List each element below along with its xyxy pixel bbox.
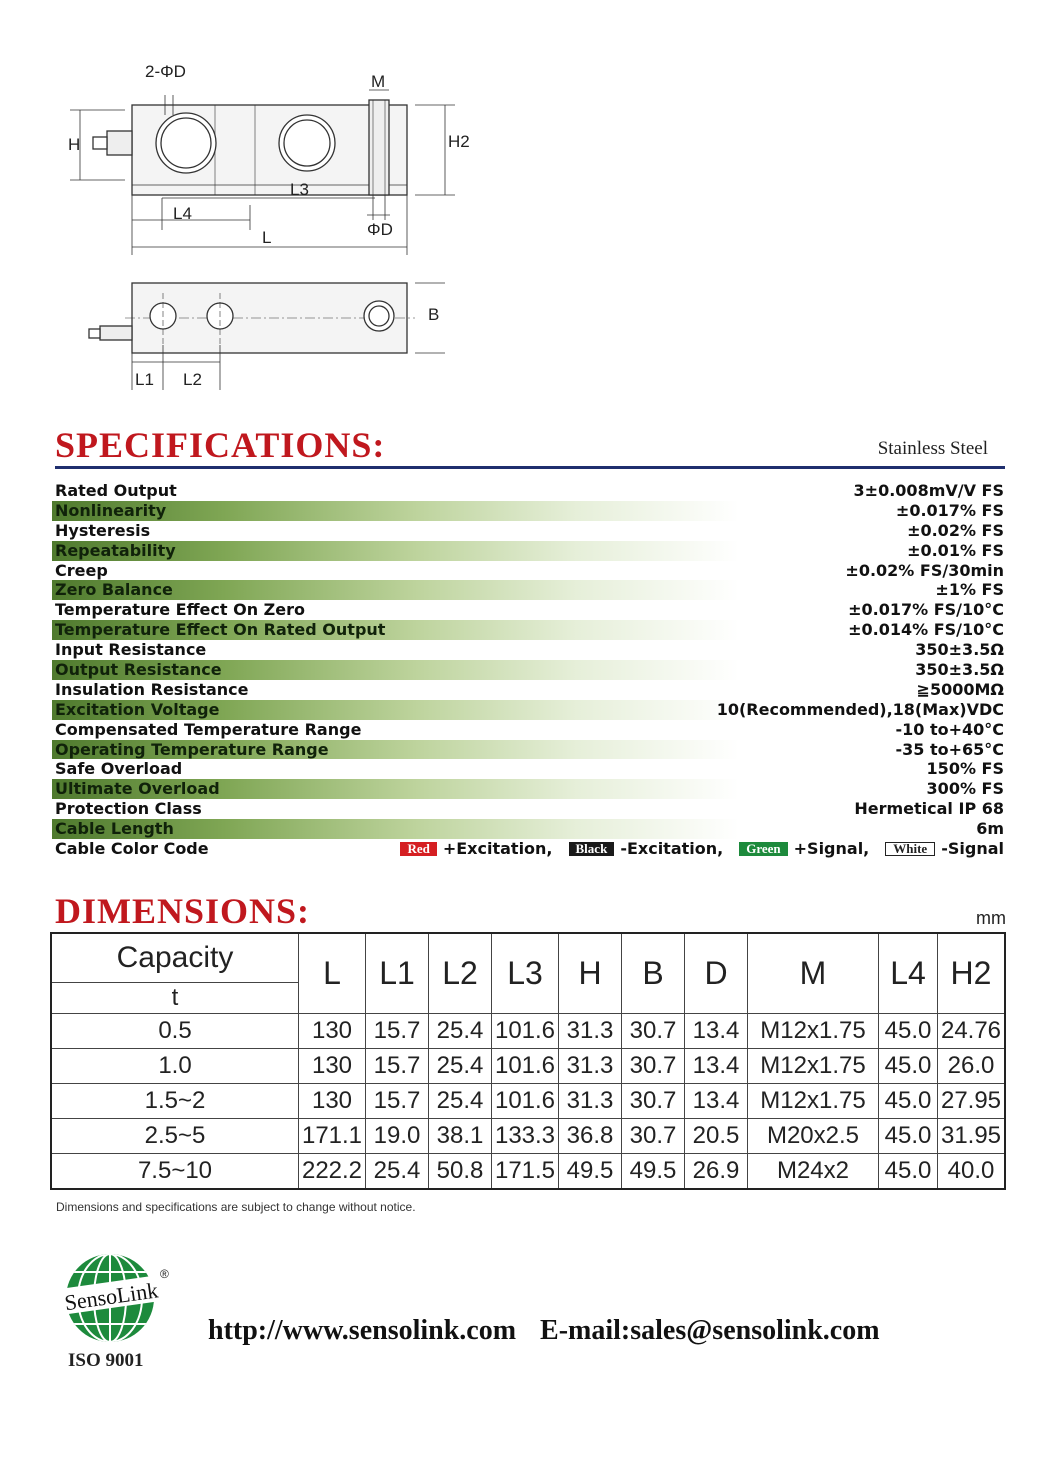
spec-row [52,580,1006,600]
dimension-cell: 38.1 [429,1119,492,1154]
dimension-cell: 31.3 [559,1084,622,1119]
spec-label: Excitation Voltage [55,699,220,719]
spec-value: ±0.017% FS [895,500,1004,520]
dimension-cell: 30.7 [622,1049,685,1084]
unit-label: mm [976,908,1006,928]
dimension-cell: 49.5 [622,1154,685,1190]
dimension-cell: 36.8 [559,1119,622,1154]
dimension-cell: 101.6 [492,1049,559,1084]
spec-list [52,481,1006,859]
spec-row [52,521,1006,541]
spec-value: Hermetical IP 68 [854,799,1004,819]
dimension-cell: 50.8 [429,1154,492,1190]
logo-brand: SensoLink [62,1277,160,1316]
dimension-cell: 15.7 [366,1049,429,1084]
wire-meaning: +Signal, [793,839,870,859]
specifications-heading: SPECIFICATIONS: [55,425,386,465]
col-header: H2 [938,933,1006,1014]
dimension-cell: 15.7 [366,1084,429,1119]
dimension-cell: 45.0 [879,1014,938,1049]
dimension-cell: 13.4 [685,1014,748,1049]
spec-row [52,561,1006,581]
capacity-unit: t [51,983,299,1014]
dimension-cell: 13.4 [685,1084,748,1119]
dimensions-table [50,932,1006,1190]
label-h2: H2 [448,132,470,151]
dimension-cell: 49.5 [559,1154,622,1190]
label-l1: L1 [135,370,154,389]
spec-label: Compensated Temperature Range [55,719,362,739]
spec-row [52,779,1006,799]
cable-color-row [52,839,1006,859]
dimension-cell: 30.7 [622,1014,685,1049]
dimension-cell: 171.1 [299,1119,366,1154]
spec-value: 6m [976,819,1004,839]
dimension-cell: 40.0 [938,1154,1006,1190]
capacity-cell: 1.5~2 [51,1084,299,1119]
dimension-cell: 30.7 [622,1119,685,1154]
spec-label: Cable Color Code [55,839,209,859]
dimension-cell: 171.5 [492,1154,559,1190]
spec-value: ±0.02% FS/30min [845,560,1004,580]
spec-value: ±0.014% FS/10°C [848,620,1004,640]
spec-row [52,720,1006,740]
spec-label: Temperature Effect On Rated Output [55,620,386,640]
wire-color-chip: Black [569,842,615,856]
label-2-phi-d: 2-ΦD [145,62,186,81]
table-row [51,1119,1005,1154]
wire-color-chip: White [885,842,935,856]
dimension-cell: 45.0 [879,1154,938,1190]
spec-row [52,640,1006,660]
wire-meaning: -Signal [941,839,1004,859]
dimension-cell: 45.0 [879,1049,938,1084]
spec-value: ±1% FS [935,580,1004,600]
label-b: B [428,305,440,324]
dimension-cell: 31.3 [559,1049,622,1084]
dimension-cell: 25.4 [429,1014,492,1049]
spec-row [52,819,1006,839]
dimension-cell: 130 [299,1084,366,1119]
spec-value: 300% FS [926,779,1004,799]
dimension-cell: 13.4 [685,1049,748,1084]
dimension-cell: 30.7 [622,1084,685,1119]
label-phi-d: ΦD [367,220,393,239]
dimension-cell: 45.0 [879,1084,938,1119]
spec-row [52,799,1006,819]
spec-value: 350±3.5Ω [915,640,1004,660]
dimension-cell: 20.5 [685,1119,748,1154]
label-h: H [68,135,81,154]
dimension-cell: 130 [299,1014,366,1049]
spec-row [52,660,1006,680]
dimension-cell: 130 [299,1049,366,1084]
dimension-cell: 31.95 [938,1119,1006,1154]
col-header: L2 [429,933,492,1014]
dimension-cell: 25.4 [429,1049,492,1084]
label-m: M [371,72,386,91]
label-l2: L2 [183,370,202,389]
dimension-cell: 15.7 [366,1014,429,1049]
wire-color-chip: Red [400,842,436,856]
spec-label: Cable Length [55,819,174,839]
spec-value: -10 to+40°C [895,719,1004,739]
spec-label: Safe Overload [55,759,183,779]
col-header: L [299,933,366,1014]
spec-value: -35 to+65°C [895,739,1004,759]
label-l3: L3 [290,180,309,199]
spec-row [52,759,1006,779]
wire-meaning: -Excitation, [620,839,724,859]
wire-meaning: +Excitation, [442,839,553,859]
iso-certification: ISO 9001 [68,1350,144,1371]
spec-row [52,541,1006,561]
spec-row [52,620,1006,640]
capacity-cell: 1.0 [51,1049,299,1084]
table-row [51,1154,1005,1190]
capacity-cell: 2.5~5 [51,1119,299,1154]
spec-label: Operating Temperature Range [55,739,329,759]
spec-label: Insulation Resistance [55,679,249,699]
spec-value: 150% FS [926,759,1004,779]
dimension-cell: M20x2.5 [748,1119,879,1154]
email-link[interactable]: E-mail:sales@sensolink.com [540,1315,880,1346]
dimension-cell: 222.2 [299,1154,366,1190]
table-row [51,1084,1005,1119]
spec-row [52,740,1006,760]
capacity-cell: 0.5 [51,1014,299,1049]
contact-line [208,1315,904,1347]
spec-label: Nonlinearity [55,500,167,520]
col-header: D [685,933,748,1014]
dimension-cell: 25.4 [366,1154,429,1190]
dimension-cell: 133.3 [492,1119,559,1154]
col-header: L1 [366,933,429,1014]
dimension-cell: M12x1.75 [748,1049,879,1084]
col-header: H [559,933,622,1014]
spec-label: Zero Balance [55,580,173,600]
spec-row [52,501,1006,521]
wire-color-chip: Green [739,842,787,856]
spec-value: ≧5000MΩ [916,679,1004,699]
load-cell-drawing [55,55,525,405]
table-row [51,1049,1005,1084]
dimension-cell: 45.0 [879,1119,938,1154]
spec-row [52,481,1006,501]
dimension-cell: M12x1.75 [748,1014,879,1049]
heading-rule [55,466,1005,469]
dimension-cell: 19.0 [366,1119,429,1154]
spec-label: Repeatability [55,540,176,560]
spec-row [52,700,1006,720]
cable-color-list [390,839,1004,859]
spec-value: ±0.017% FS/10°C [848,600,1004,620]
col-header: L3 [492,933,559,1014]
material-label: Stainless Steel [877,438,988,459]
spec-label: Input Resistance [55,640,207,660]
spec-value: ±0.01% FS [907,540,1004,560]
dimensions-heading: DIMENSIONS: [55,891,311,931]
dimension-cell: 26.0 [938,1049,1006,1084]
dimension-cell: M24x2 [748,1154,879,1190]
dimension-cell: 26.9 [685,1154,748,1190]
col-header: M [748,933,879,1014]
dimension-cell: M12x1.75 [748,1084,879,1119]
col-header: B [622,933,685,1014]
label-l: L [262,228,272,247]
spec-label: Protection Class [55,799,202,819]
notice-text: Dimensions and specifications are subject to change without notice. [56,1200,416,1214]
registered-mark: ® [160,1267,169,1281]
spec-value: 350±3.5Ω [915,660,1004,680]
spec-row [52,600,1006,620]
website-link[interactable]: http://www.sensolink.com [208,1315,517,1346]
dimension-cell: 24.76 [938,1014,1006,1049]
spec-value: 10(Recommended),18(Max)VDC [716,699,1004,719]
spec-value: 3±0.008mV/V FS [853,481,1004,500]
spec-label: Hysteresis [55,520,151,540]
spec-label: Output Resistance [55,660,222,680]
dimension-cell: 27.95 [938,1084,1006,1119]
table-row [51,1014,1005,1049]
spec-label: Rated Output [55,481,177,500]
spec-label: Temperature Effect On Zero [55,600,305,620]
col-header: L4 [879,933,938,1014]
spec-label: Ultimate Overload [55,779,220,799]
capacity-header: Capacity [51,933,299,983]
spec-label: Creep [55,560,108,580]
spec-value: ±0.02% FS [907,520,1004,540]
dimensions-body [51,1014,1005,1190]
capacity-cell: 7.5~10 [51,1154,299,1190]
dimension-cell: 25.4 [429,1084,492,1119]
spec-row [52,680,1006,700]
label-l4: L4 [173,204,192,223]
dimension-cell: 31.3 [559,1014,622,1049]
dimension-cell: 101.6 [492,1084,559,1119]
dimension-cell: 101.6 [492,1014,559,1049]
